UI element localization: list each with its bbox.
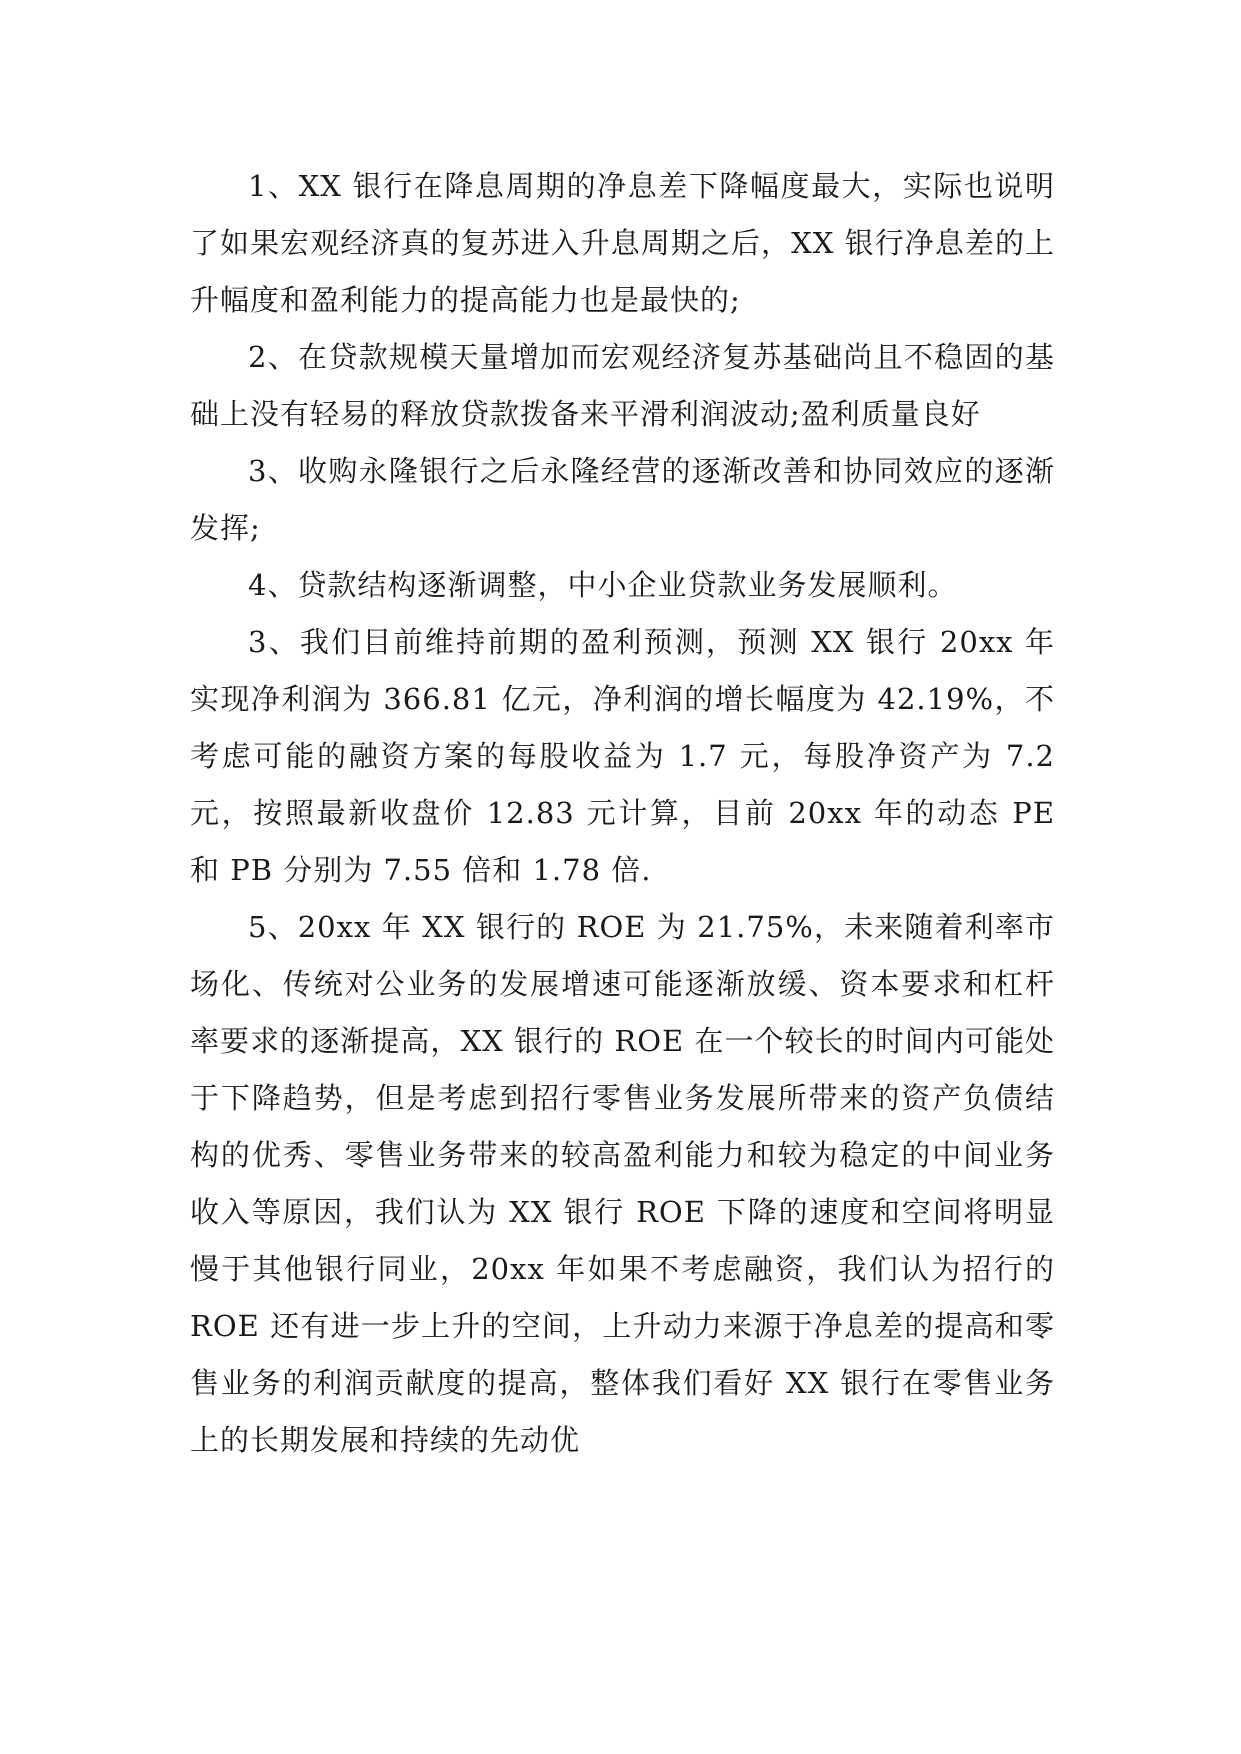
paragraph-2: 2、在贷款规模天量增加而宏观经济复苏基础尚且不稳固的基础上没有轻易的释放贷款拨备来平滑利润波动;盈利质量良好 [190, 340, 1055, 431]
paragraph-3: 3、收购永隆银行之后永隆经营的逐渐改善和协同效应的逐渐发挥; [190, 454, 1055, 545]
document-body [190, 158, 1055, 1469]
paragraph-6: 5、20xx 年 XX 银行的 ROE 为 21.75%，未来随着利率市场化、传统对公业务的发展增速可能逐渐放缓、资本要求和杠杆率要求的逐渐提高，XX 银行的 ROE 在一个较长的时间内可能处于下降趋势，但是考虑到招行零售业务发展所带来的资产负债结构的优秀、零售业务带来的较高盈利能力和较为稳定的中间业务收入等原因，我们认为 XX 银行 ROE 下降的速度和空间将明显慢于其他银行同业，20xx 年如果不考虑融资，我们认为招行的 ROE 还有进一步上升的空间，上升动力来源于净息差的提高和零售业务的利润贡献度的提高，整体我们看好 XX 银行在零售业务上的长期发展和持续的先动优 [190, 910, 1055, 1457]
paragraph-1: 1、XX 银行在降息周期的净息差下降幅度最大，实际也说明了如果宏观经济真的复苏进入升息周期之后，XX 银行净息差的上升幅度和盈利能力的提高能力也是最快的; [190, 169, 1055, 317]
paragraph-5: 3、我们目前维持前期的盈利预测，预测 XX 银行 20xx 年实现净利润为 366.81 亿元，净利润的增长幅度为 42.19%，不考虑可能的融资方案的每股收益为 1.7 元，每股净资产为 7.2 元，按照最新收盘价 12.83 元计算，目前 20xx 年的动态 PE 和 PB 分别为 7.55 倍和 1.78 倍. [190, 625, 1055, 887]
paragraph-4: 4、贷款结构逐渐调整，中小企业贷款业务发展顺利。 [248, 568, 958, 602]
